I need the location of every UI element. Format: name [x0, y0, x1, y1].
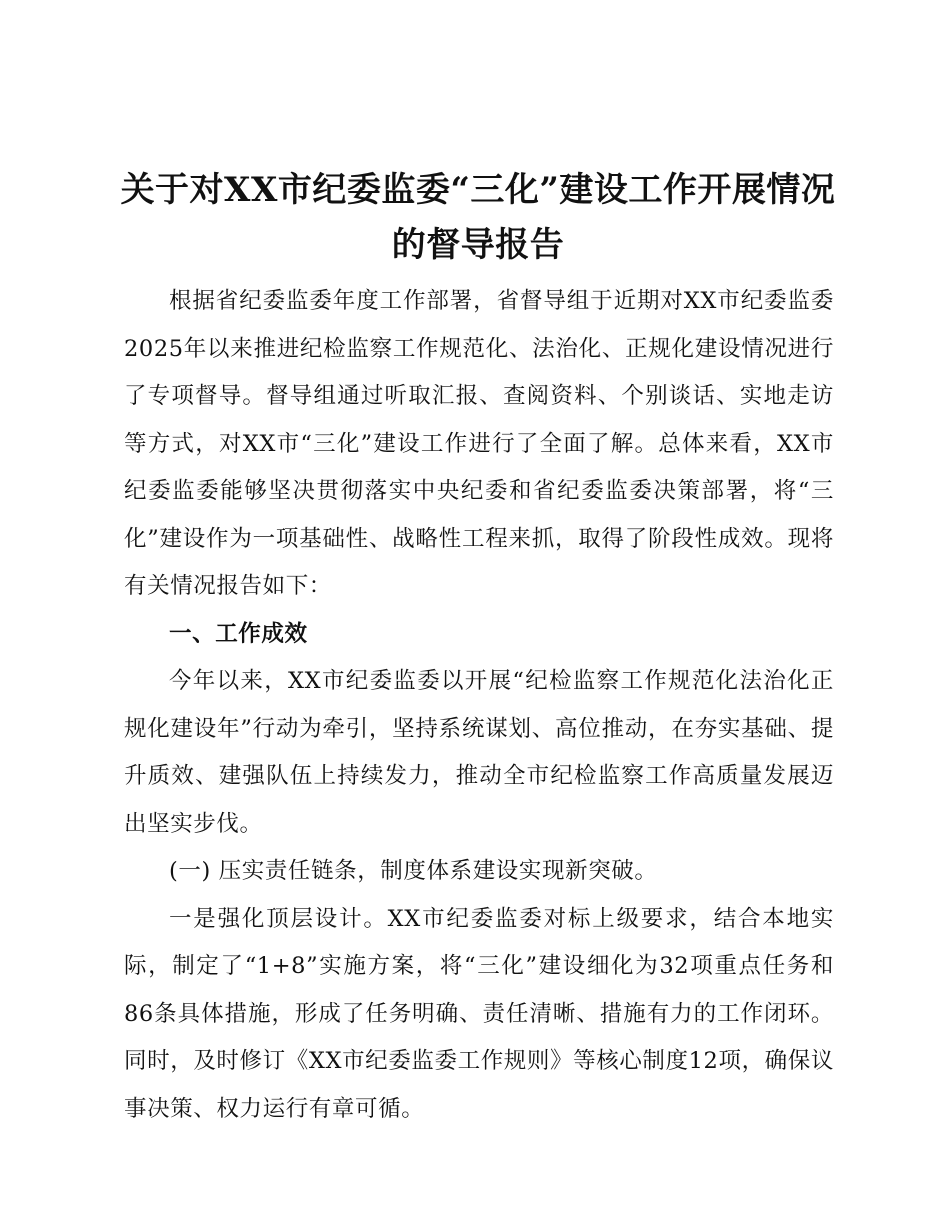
- section-heading: 一、工作成效: [169, 620, 308, 647]
- section-paragraph: 今年以来，XX市纪委监委以开展“纪检监察工作规范化法治化正规化建设年”行动为牵引，坚持系统谋划、高位推动，在夯实基础、提升质效、建强队伍上持续发力，推动全市纪检监察工作高质量发展迈出坚实步伐。: [124, 668, 834, 837]
- document-title: 关于对XX市纪委监委“三化”建设工作开展情况的督导报告: [120, 170, 836, 265]
- intro-paragraph: 根据省纪委监委年度工作部署，省督导组于近期对XX市纪委监委2025年以来推进纪检监察工作规范化、法治化、正规化建设情况进行了专项督导。督导组通过听取汇报、查阅资料、个别谈话、实地走访等方式，对XX市“三化”建设工作进行了全面了解。总体来看，XX市纪委监委能够坚决贯彻落实中央纪委和省纪委监委决策部署，将“三化”建设作为一项基础性、战略性工程来抓，取得了阶段性成效。现将有关情况报告如下：: [124, 288, 834, 599]
- document-body: [124, 278, 834, 1133]
- detail-paragraph: 一是强化顶层设计。XX市纪委监委对标上级要求，结合本地实际，制定了“1+8”实施方案，将“三化”建设细化为32项重点任务和86条具体措施，形成了任务明确、责任清晰、措施有力的工作闭环。同时，及时修订《XX市纪委监委工作规则》等核心制度12项，确保议事决策、权力运行有章可循。: [124, 905, 834, 1122]
- subsection-heading: (一) 压实责任链条，制度体系建设实现新突破。: [169, 858, 658, 884]
